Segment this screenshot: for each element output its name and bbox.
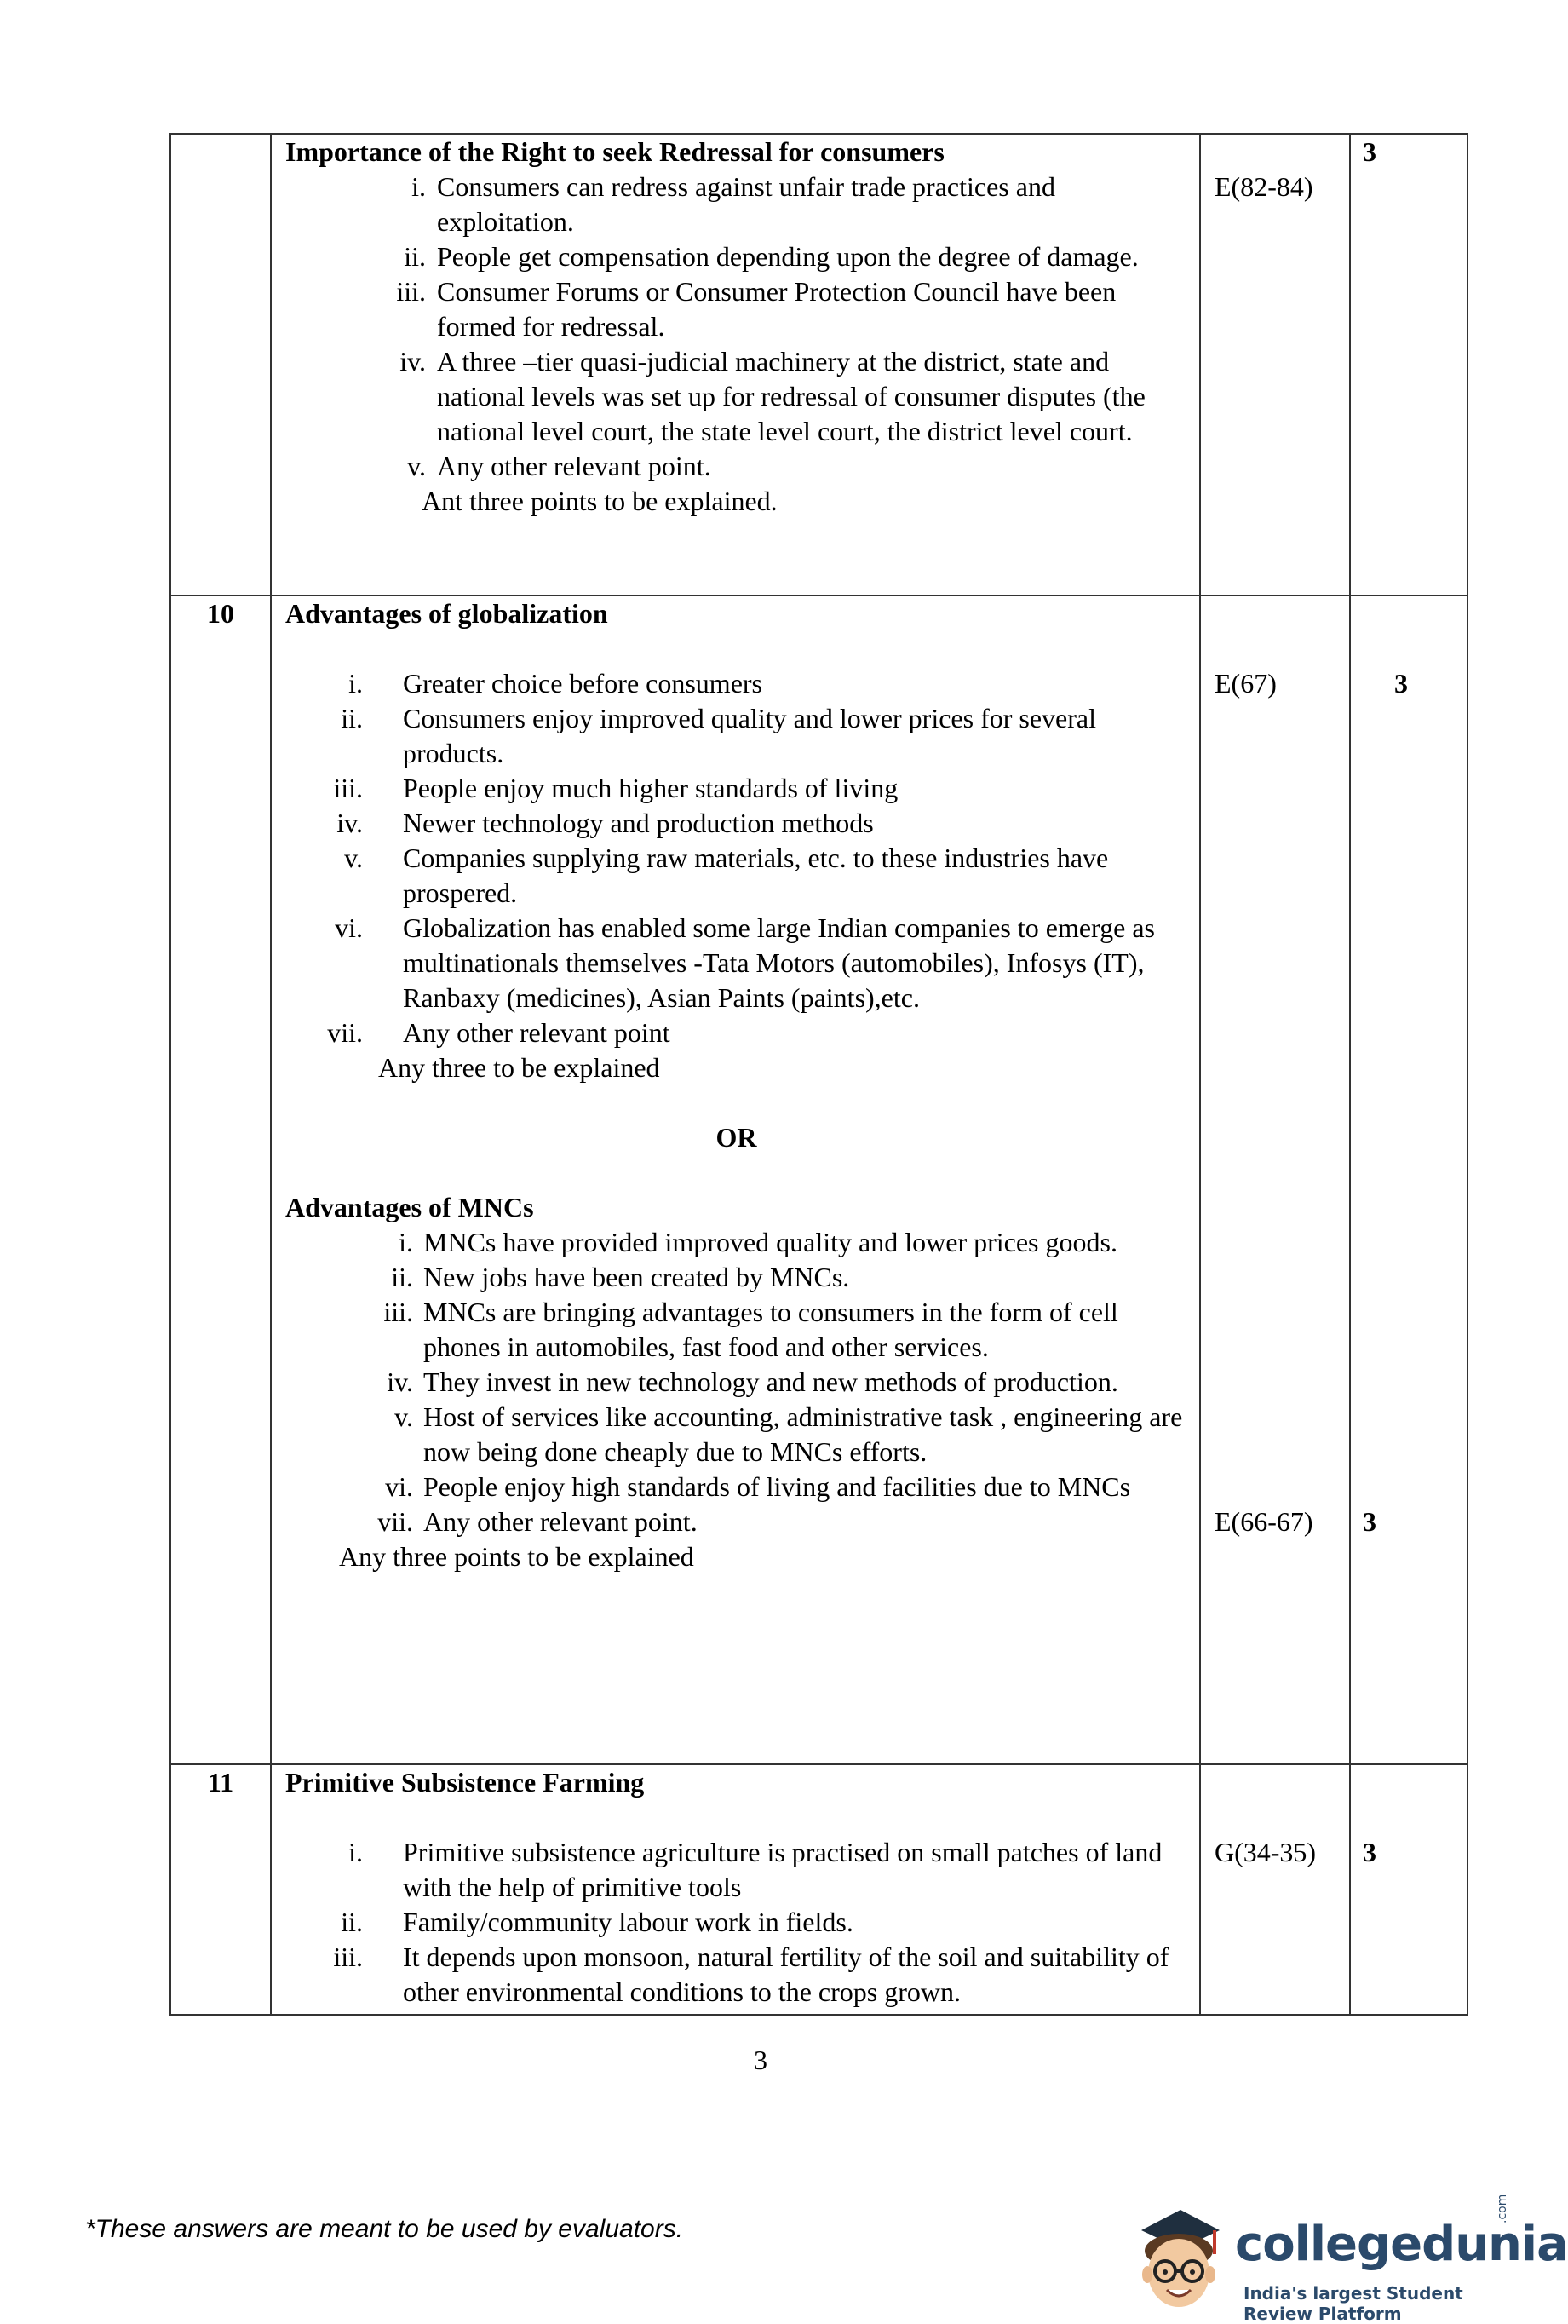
list-item: vi. Globalization has enabled some large Indian companies to emerge as multinationals themselves -Tata Motors (automobiles), Infosys (IT), Ranbaxy (medicines), Asian Paints (paints),etc. — [335, 912, 1155, 1013]
reference-pages: E(67) — [1215, 668, 1277, 699]
reference-cell — [1200, 134, 1350, 595]
answer-heading: Advantages of globalization — [285, 598, 608, 629]
footer-note: *These answers are meant to be used by evaluators. — [85, 2215, 684, 2243]
reference-cell — [1200, 1764, 1350, 2015]
list-item: v. Any other relevant point. — [407, 451, 711, 481]
answer-heading: Primitive Subsistence Farming — [285, 1767, 645, 1798]
alt-marks-value: 3 — [1363, 1506, 1376, 1537]
page-number: 3 — [754, 2045, 767, 2075]
marks-value: 3 — [1363, 136, 1376, 167]
marks-value: 3 — [1394, 668, 1408, 699]
marks-cell — [1350, 1764, 1467, 2015]
list-item: i. Consumers can redress against unfair trade practices and exploitation. — [411, 171, 1055, 237]
list-item: vii. Any other relevant point — [327, 1017, 670, 1048]
answer-note: Any three points to be explained — [339, 1541, 694, 1572]
or-divider: OR — [715, 1122, 757, 1153]
list-item: ii. New jobs have been created by MNCs. — [391, 1262, 850, 1292]
mascot-icon — [1124, 2198, 1235, 2322]
question-number-cell: 11 — [170, 1764, 271, 2015]
reference-cell — [1200, 595, 1350, 1764]
list-item: vi. People enjoy high standards of living and facilities due to MNCs — [385, 1471, 1131, 1502]
table-row — [170, 134, 1467, 595]
list-item: vii. Any other relevant point. — [377, 1506, 698, 1537]
brand-name: collegedunia — [1235, 2217, 1568, 2272]
answer-heading: Importance of the Right to seek Redressal for consumers — [285, 136, 945, 167]
answer-cell — [271, 595, 1200, 1764]
answer-note: Ant three points to be explained. — [422, 486, 778, 516]
table-row — [170, 1764, 1467, 2015]
marks-cell — [1350, 595, 1467, 1764]
answer-cell — [271, 1764, 1200, 2015]
list-item: iv. Newer technology and production methods — [336, 808, 874, 838]
list-item: iii. People enjoy much higher standards of living — [333, 773, 899, 803]
reference-pages: G(34-35) — [1215, 1837, 1317, 1867]
list-item: iii. MNCs are bringing advantages to consumers in the form of cell phones in automobiles, fast food and other services. — [383, 1297, 1118, 1362]
reference-pages: E(82-84) — [1215, 171, 1313, 202]
brand-suffix: .com — [1496, 2194, 1509, 2223]
marks-cell — [1350, 134, 1467, 595]
list-item: ii. Consumers enjoy improved quality and lower prices for several products. — [341, 703, 1096, 768]
list-item: v. Companies supplying raw materials, etc. to these industries have prospered. — [344, 843, 1109, 908]
list-item: v. Host of services like accounting, administrative task , engineering are now being done cheaply due to MNCs efforts. — [394, 1401, 1183, 1467]
list-item: i. Greater choice before consumers — [348, 668, 762, 699]
list-item: iii. It depends upon monsoon, natural fertility of the soil and suitability of other environmental conditions to the crops grown. — [333, 1941, 1169, 2007]
table-row — [170, 595, 1467, 1764]
list-item: i. MNCs have provided improved quality and lower prices goods. — [399, 1227, 1117, 1257]
answer-note: Any three to be explained — [378, 1052, 660, 1083]
alt-answer-heading: Advantages of MNCs — [285, 1192, 534, 1222]
brand-tagline: India's largest Student Review Platform — [1243, 2283, 1463, 2324]
list-item: iv. They invest in new technology and new methods of production. — [387, 1366, 1118, 1397]
question-number-cell: 10 — [170, 595, 271, 1764]
answer-cell — [271, 134, 1200, 595]
alt-reference-pages: E(66-67) — [1215, 1506, 1313, 1537]
brand-logo[interactable] — [1124, 2194, 1568, 2324]
list-item: i. Primitive subsistence agriculture is practised on small patches of land with the help of primitive tools — [348, 1837, 1163, 1902]
marking-scheme-table — [169, 133, 1468, 2016]
list-item: ii. People get compensation depending upon the degree of damage. — [404, 241, 1139, 272]
question-number-cell — [170, 134, 271, 595]
list-item: iv. A three –tier quasi-judicial machinery at the district, state and national levels was set up for redressal of consumer disputes (the national level court, the state level court, the district level court. — [399, 346, 1146, 446]
list-item: ii. Family/community labour work in fields. — [341, 1907, 853, 1937]
list-item: iii. Consumer Forums or Consumer Protection Council have been formed for redressal. — [396, 276, 1117, 342]
marks-value: 3 — [1363, 1837, 1376, 1867]
